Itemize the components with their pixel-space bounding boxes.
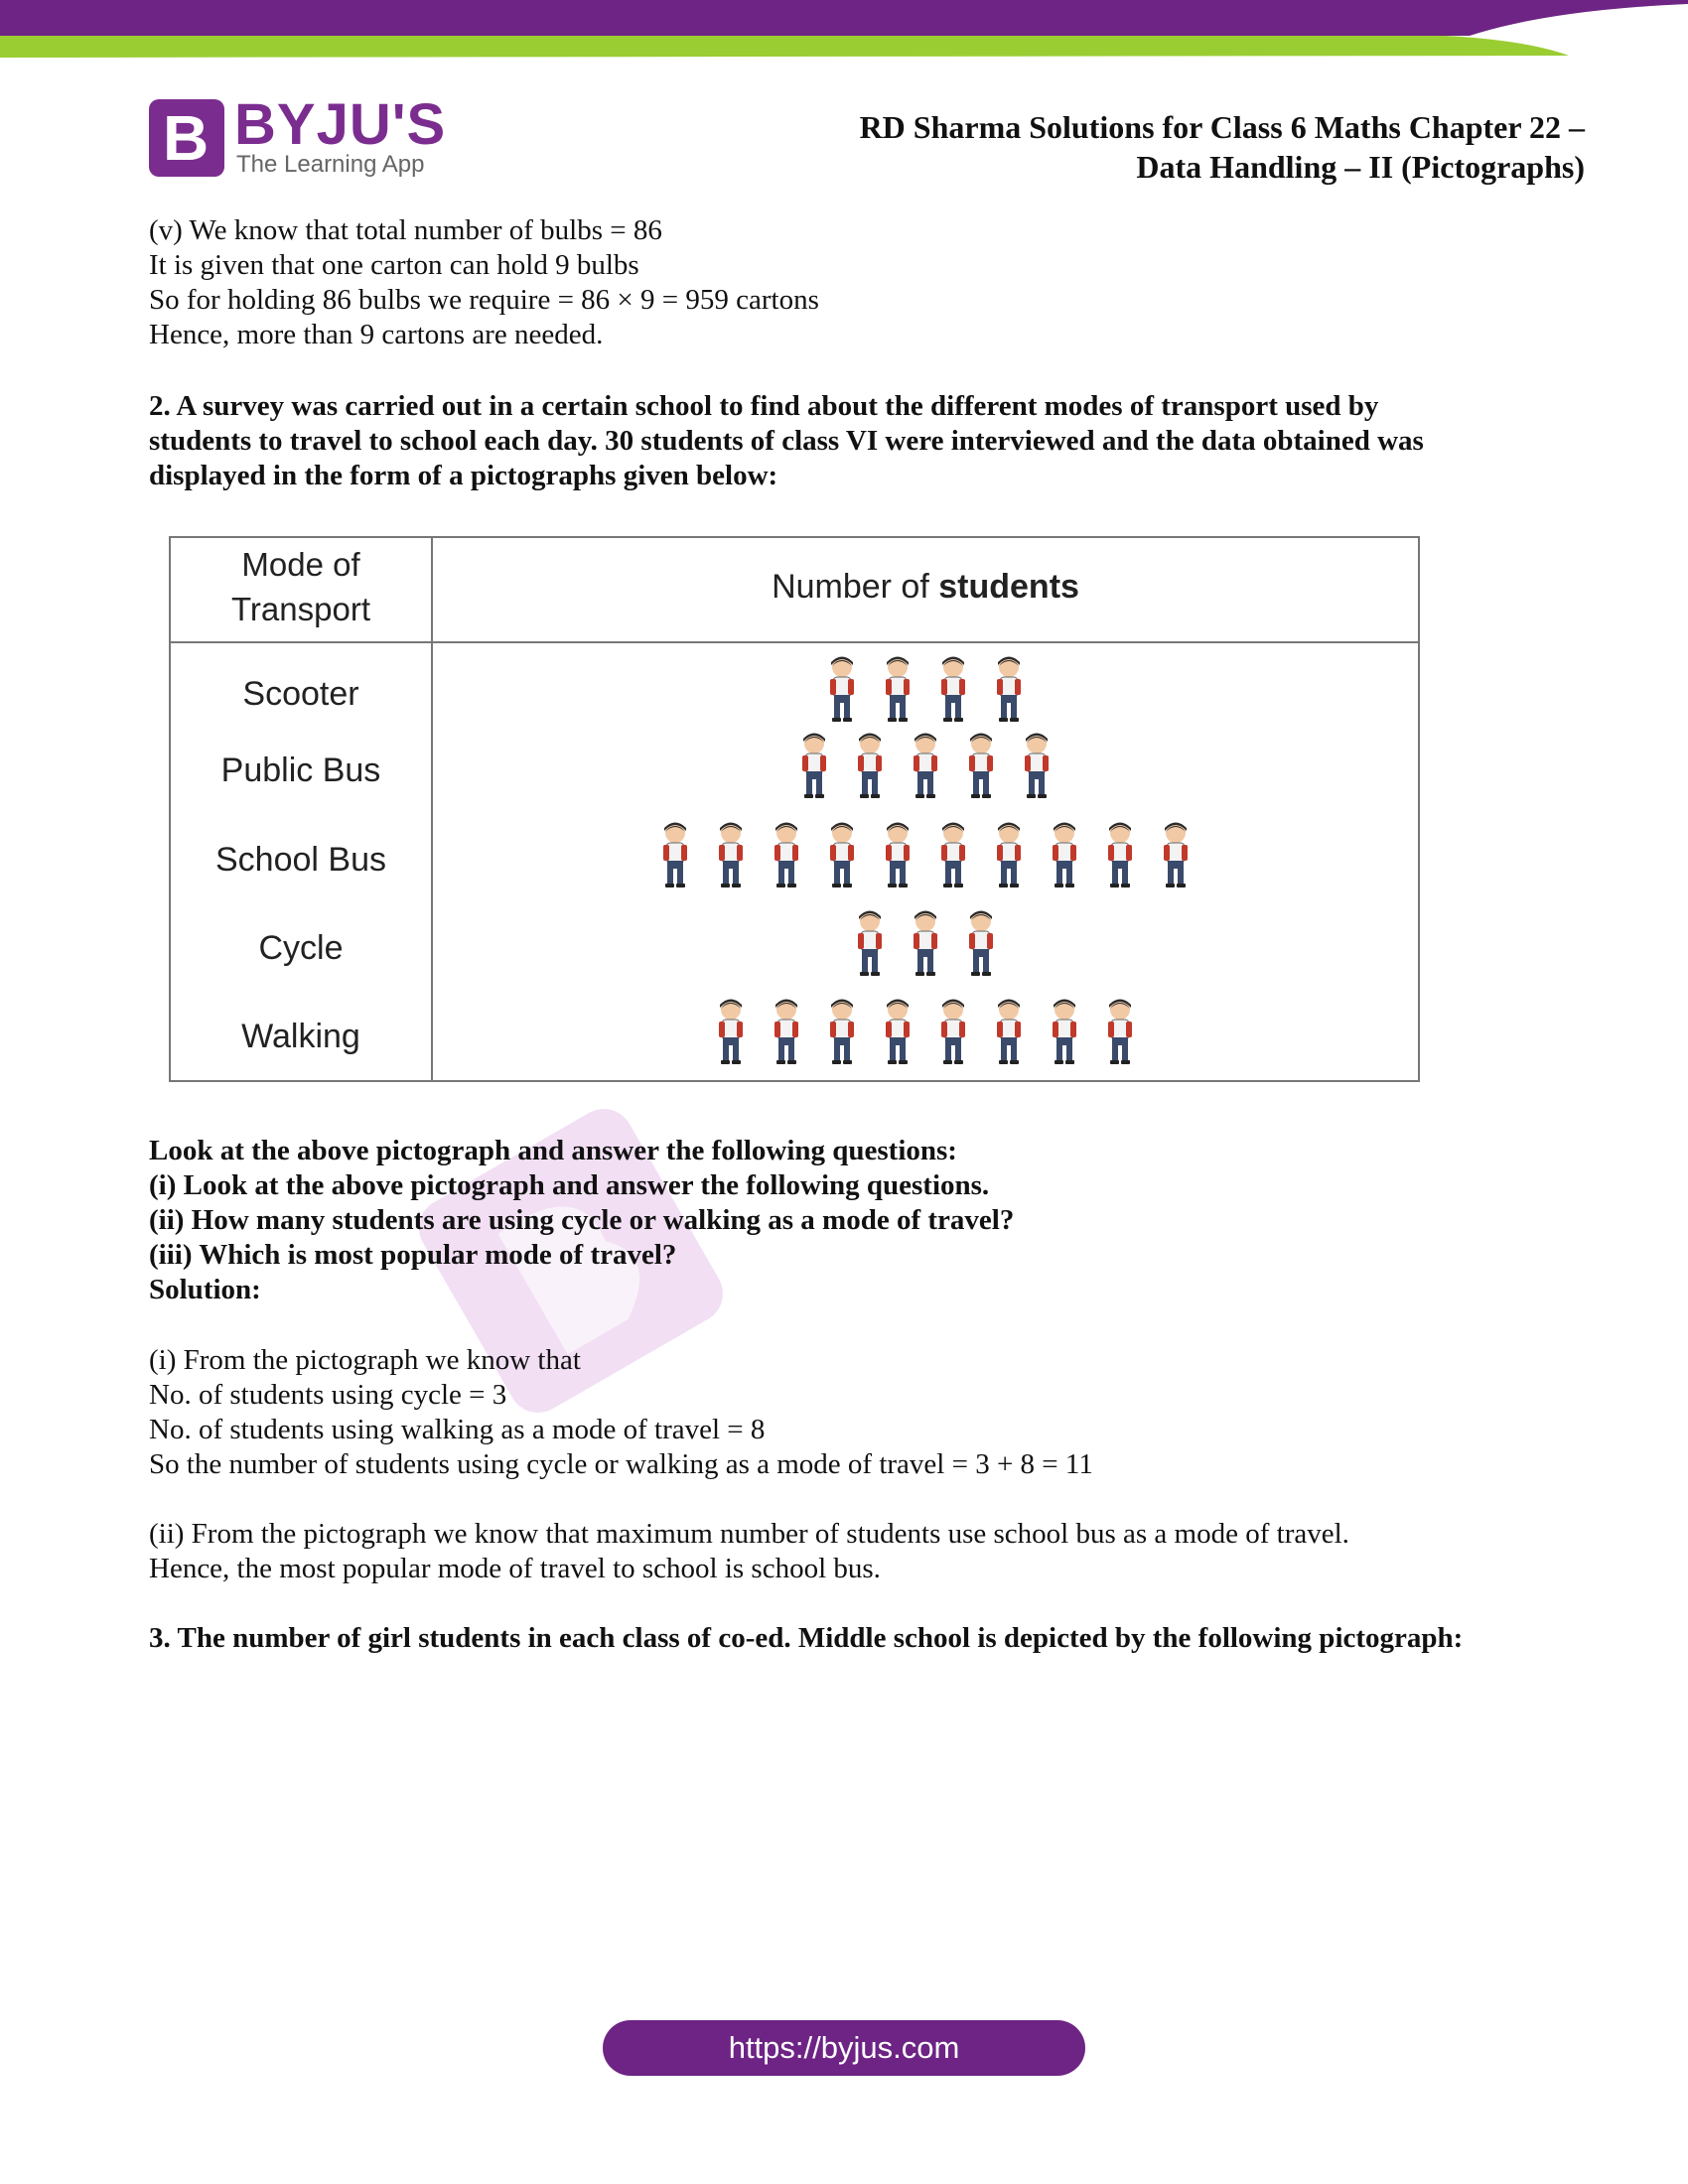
student-icon — [933, 821, 973, 888]
student-icon — [767, 998, 806, 1065]
student-icon — [878, 655, 917, 723]
title-line-2: Data Handling – II (Pictographs) — [1136, 149, 1585, 185]
top-banner — [0, 0, 1688, 58]
student-icon — [961, 732, 1001, 799]
solution-ii-line: (ii) From the pictograph we know that maximum number of students use school bus as a mode of travel. — [149, 1518, 1349, 1550]
footer-url-link[interactable]: https://byjus.com — [603, 2020, 1085, 2076]
question-2-line: students to travel to school each day. 30 students of class VI were interviewed and the data obtained was — [149, 425, 1424, 457]
solution-ii-line: Hence, the most popular mode of travel to school is school bus. — [149, 1553, 881, 1584]
student-icon — [794, 732, 834, 799]
solution-i-line: No. of students using walking as a mode of travel = 8 — [149, 1414, 766, 1445]
student-icon — [655, 821, 695, 888]
student-icon — [711, 998, 751, 1065]
row-label-cycle: Cycle — [258, 929, 344, 967]
byjus-logo — [149, 92, 447, 181]
number-header-bold: students — [938, 568, 1079, 606]
student-icon — [1100, 821, 1140, 888]
student-icon — [989, 655, 1029, 723]
icon-row-scooter — [433, 655, 1418, 723]
question-2 — [149, 389, 1424, 493]
student-icon — [822, 821, 862, 888]
mode-column-header — [171, 542, 431, 631]
student-icon — [989, 998, 1029, 1065]
row-label-public-bus: Public Bus — [220, 751, 381, 789]
question-line: (i) Look at the above pictograph and answer the following questions. — [149, 1169, 990, 1201]
row-label-scooter: Scooter — [242, 675, 359, 713]
question-3-text: 3. The number of girl students in each class of co-ed. Middle school is depicted by the following pictograph: — [149, 1622, 1464, 1654]
title-line-1: RD Sharma Solutions for Class 6 Maths Chapter 22 – — [859, 109, 1585, 145]
icon-row-walking — [433, 998, 1418, 1065]
question-line: (ii) How many students are using cycle or walking as a mode of travel? — [149, 1204, 1015, 1236]
student-icon — [1045, 998, 1084, 1065]
question-line: Look at the above pictograph and answer the following questions: — [149, 1135, 957, 1166]
student-icon — [1045, 821, 1084, 888]
row-label-walking: Walking — [241, 1018, 360, 1055]
student-icon — [878, 821, 917, 888]
part-v-answer — [149, 213, 819, 352]
logo-tagline: The Learning App — [236, 151, 425, 178]
solution-i — [149, 1343, 1093, 1482]
part-v-line: So for holding 86 bulbs we require = 86 × 9 = 959 cartons — [149, 284, 819, 316]
number-header-prefix: Number of — [772, 568, 929, 606]
document-title — [860, 107, 1585, 187]
solution-heading: Solution: — [149, 1274, 261, 1305]
icon-row-school-bus — [433, 821, 1418, 888]
part-v-line: (v) We know that total number of bulbs = 86 — [149, 214, 662, 246]
solution-i-line: (i) From the pictograph we know that — [149, 1344, 581, 1376]
question-2-line: 2. A survey was carried out in a certain school to find about the different modes of transport used by — [149, 390, 1379, 422]
student-icon — [933, 998, 973, 1065]
solution-i-line: No. of students using cycle = 3 — [149, 1379, 507, 1411]
question-3 — [149, 1621, 1463, 1656]
icon-row-cycle — [433, 909, 1418, 977]
pictograph-table — [169, 536, 1420, 1082]
part-v-line: Hence, more than 9 cartons are needed. — [149, 319, 604, 350]
mode-header-line-2: Transport — [231, 591, 370, 627]
student-icon — [1156, 821, 1196, 888]
logo-b-icon: B — [149, 99, 224, 177]
student-icon — [822, 998, 862, 1065]
student-icon — [989, 821, 1029, 888]
solution-i-line: So the number of students using cycle or walking as a mode of travel = 3 + 8 = 11 — [149, 1448, 1093, 1480]
student-icon — [1100, 998, 1140, 1065]
student-icon — [822, 655, 862, 723]
student-icon — [933, 655, 973, 723]
mode-header-line-1: Mode of — [241, 546, 360, 583]
question-2-line: displayed in the form of a pictographs given below: — [149, 460, 778, 491]
student-icon — [906, 732, 945, 799]
student-icon — [711, 821, 751, 888]
number-column-header — [433, 568, 1418, 607]
student-icon — [850, 909, 890, 977]
student-icon — [878, 998, 917, 1065]
student-icon — [906, 909, 945, 977]
icon-row-public-bus — [433, 732, 1418, 799]
table-header-divider — [171, 641, 1418, 643]
question-line: (iii) Which is most popular mode of travel? — [149, 1239, 677, 1271]
solution-ii — [149, 1517, 1349, 1586]
student-icon — [767, 821, 806, 888]
student-icon — [1017, 732, 1056, 799]
student-icon — [961, 909, 1001, 977]
part-v-line: It is given that one carton can hold 9 bulbs — [149, 249, 639, 281]
student-icon — [850, 732, 890, 799]
row-label-school-bus: School Bus — [215, 841, 386, 879]
questions-block — [149, 1134, 1014, 1307]
logo-name: BYJU'S — [234, 92, 447, 157]
